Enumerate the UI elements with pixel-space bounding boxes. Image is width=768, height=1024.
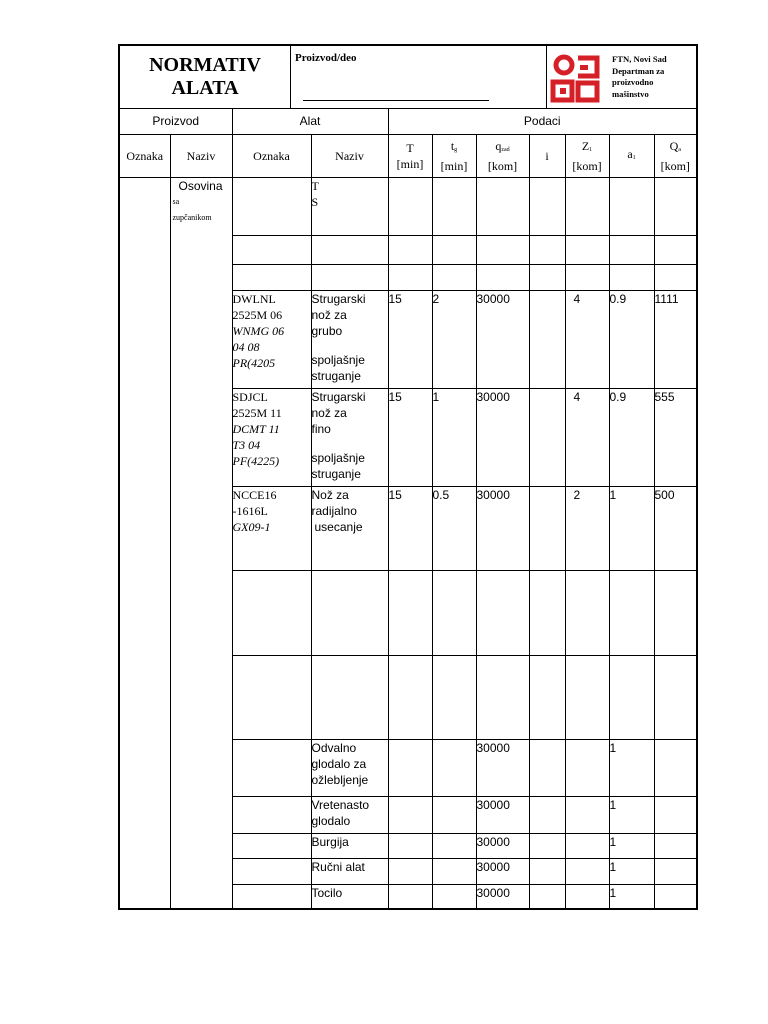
a-cell[interactable]: 1: [609, 796, 654, 833]
cell[interactable]: [609, 177, 654, 235]
tool-name-cell[interactable]: Tocilo: [311, 884, 388, 909]
cell[interactable]: [565, 264, 609, 290]
cell[interactable]: [232, 655, 311, 739]
cell[interactable]: [476, 570, 529, 655]
qa-cell[interactable]: 1111: [654, 290, 696, 388]
cell[interactable]: [432, 655, 476, 739]
a-cell[interactable]: 1: [609, 884, 654, 909]
q-cell[interactable]: 30000: [476, 388, 529, 486]
product-part-label: Proizvod/deo: [295, 52, 357, 64]
cell[interactable]: [232, 177, 311, 235]
tool-norm-table: [120, 108, 696, 910]
t-cell[interactable]: 15: [388, 486, 432, 570]
ftn-logo-icon: [550, 52, 600, 104]
cell[interactable]: [476, 655, 529, 739]
a-cell[interactable]: 1: [609, 858, 654, 884]
cell[interactable]: [311, 570, 388, 655]
i-cell[interactable]: [529, 833, 565, 858]
tool-code-cell[interactable]: SDJCL 2525M 11 DCMT 11 T3 04 PF(4225): [232, 388, 311, 486]
cell[interactable]: T S: [311, 177, 388, 235]
q-cell[interactable]: 30000: [476, 884, 529, 909]
cell[interactable]: [232, 570, 311, 655]
cell[interactable]: [432, 570, 476, 655]
cell[interactable]: [432, 177, 476, 235]
qa-cell[interactable]: 500: [654, 486, 696, 570]
cell[interactable]: [232, 264, 311, 290]
col-naziv: Naziv: [170, 134, 232, 177]
col-a1: a1: [609, 134, 654, 177]
product-part-underline: [303, 100, 489, 101]
tg-cell[interactable]: [432, 884, 476, 909]
organization-name: [612, 54, 667, 100]
col-qzad: qzad [kom]: [476, 134, 529, 177]
t-cell[interactable]: 15: [388, 388, 432, 486]
form-title: [120, 46, 291, 108]
i-cell[interactable]: [529, 796, 565, 833]
t-cell[interactable]: [388, 739, 432, 796]
cell[interactable]: [529, 177, 565, 235]
cell[interactable]: [232, 235, 311, 264]
cell[interactable]: [565, 655, 609, 739]
group-header-row: [120, 108, 696, 134]
tg-cell[interactable]: [432, 796, 476, 833]
cell[interactable]: [654, 177, 696, 235]
cell[interactable]: [311, 264, 388, 290]
z-cell[interactable]: 4: [565, 290, 609, 388]
cell[interactable]: [565, 177, 609, 235]
cell[interactable]: [388, 177, 432, 235]
tool-code-cell[interactable]: NCCE16 -1616L GX09-1: [232, 486, 311, 570]
title-line-1: NORMATIV: [149, 54, 261, 76]
cell[interactable]: [609, 264, 654, 290]
tool-name-cell[interactable]: Vretenasto glodalo: [311, 796, 388, 833]
cell[interactable]: [609, 570, 654, 655]
cell[interactable]: [311, 655, 388, 739]
z-cell[interactable]: [565, 739, 609, 796]
product-oznaka-cell[interactable]: [120, 177, 170, 909]
cell[interactable]: [609, 235, 654, 264]
cell[interactable]: [476, 264, 529, 290]
col-qa: Qa [kom]: [654, 134, 696, 177]
product-part-field[interactable]: [290, 46, 547, 108]
organization-block: [546, 46, 696, 108]
table-row: [120, 177, 696, 235]
qa-cell[interactable]: [654, 739, 696, 796]
product-name-2: sa: [172, 196, 180, 206]
i-cell[interactable]: [529, 858, 565, 884]
cell[interactable]: [476, 235, 529, 264]
col-tg: tg [min]: [432, 134, 476, 177]
cell[interactable]: [388, 570, 432, 655]
qa-cell[interactable]: [654, 833, 696, 858]
group-proizvod: Proizvod: [120, 108, 232, 134]
cell[interactable]: [432, 235, 476, 264]
tool-code-cell[interactable]: [232, 833, 311, 858]
title-line-2: ALATA: [171, 77, 239, 99]
product-naziv-cell[interactable]: [170, 177, 232, 909]
cell[interactable]: [565, 570, 609, 655]
tg-cell[interactable]: [432, 833, 476, 858]
tg-cell[interactable]: 0.5: [432, 486, 476, 570]
z-cell[interactable]: [565, 796, 609, 833]
q-cell[interactable]: 30000: [476, 833, 529, 858]
z-cell[interactable]: 4: [565, 388, 609, 486]
qa-cell[interactable]: [654, 884, 696, 909]
cell[interactable]: [529, 570, 565, 655]
a-cell[interactable]: 1: [609, 739, 654, 796]
tool-name-cell[interactable]: Burgija: [311, 833, 388, 858]
z-cell[interactable]: 2: [565, 486, 609, 570]
i-cell[interactable]: [529, 486, 565, 570]
org-line-3: proizvodno: [612, 77, 654, 87]
tool-name-cell[interactable]: Strugarski nož za grubo spoljašnje struganje: [311, 290, 388, 388]
t-cell[interactable]: [388, 858, 432, 884]
tool-code-cell[interactable]: [232, 739, 311, 796]
tool-code-cell[interactable]: DWLNL 2525M 06 WNMG 06 04 08 PR(4205: [232, 290, 311, 388]
group-podaci: Podaci: [388, 108, 696, 134]
tool-name-cell[interactable]: Strugarski nož za fino spoljašnje struganje: [311, 388, 388, 486]
col-oznaka: Oznaka: [120, 134, 170, 177]
col-t: T [min]: [388, 134, 432, 177]
col-alat-naziv: Naziv: [311, 134, 388, 177]
form-header: [120, 46, 696, 109]
qa-cell[interactable]: [654, 796, 696, 833]
qa-cell[interactable]: [654, 858, 696, 884]
qa-cell[interactable]: 555: [654, 388, 696, 486]
cell[interactable]: [529, 655, 565, 739]
a-cell[interactable]: 1: [609, 833, 654, 858]
a-cell[interactable]: 0.9: [609, 388, 654, 486]
q-cell[interactable]: 30000: [476, 290, 529, 388]
cell[interactable]: [311, 235, 388, 264]
cell[interactable]: [529, 235, 565, 264]
tg-cell[interactable]: 1: [432, 388, 476, 486]
org-line-4: mašinstvo: [612, 88, 649, 99]
org-line-1: FTN, Novi Sad: [612, 54, 667, 64]
tool-name-cell[interactable]: Ručni alat: [311, 858, 388, 884]
tool-code-cell[interactable]: [232, 796, 311, 833]
product-name-3: zupčanikom: [172, 212, 212, 222]
a-cell[interactable]: 0.9: [609, 290, 654, 388]
tg-cell[interactable]: 2: [432, 290, 476, 388]
i-cell[interactable]: [529, 884, 565, 909]
col-alat-oznaka: Oznaka: [232, 134, 311, 177]
a-cell[interactable]: 1: [609, 486, 654, 570]
cell[interactable]: [388, 655, 432, 739]
tool-code-cell[interactable]: [232, 884, 311, 909]
z-cell[interactable]: [565, 833, 609, 858]
cell[interactable]: [565, 235, 609, 264]
org-line-2: Departman za: [612, 65, 665, 76]
col-z1: Z1 [kom]: [565, 134, 609, 177]
cell[interactable]: [476, 177, 529, 235]
cell[interactable]: [654, 570, 696, 655]
tool-name-cell[interactable]: Nož za radijalno usecanje: [311, 486, 388, 570]
q-cell[interactable]: 30000: [476, 796, 529, 833]
cell[interactable]: [654, 264, 696, 290]
z-cell[interactable]: [565, 884, 609, 909]
cell[interactable]: [654, 655, 696, 739]
col-i: i: [529, 134, 565, 177]
column-header-row: [120, 134, 696, 177]
tg-cell[interactable]: [432, 858, 476, 884]
i-cell[interactable]: [529, 739, 565, 796]
q-cell[interactable]: 30000: [476, 858, 529, 884]
i-cell[interactable]: [529, 290, 565, 388]
cell[interactable]: [529, 264, 565, 290]
t-cell[interactable]: [388, 833, 432, 858]
q-cell[interactable]: 30000: [476, 739, 529, 796]
group-alat: Alat: [232, 108, 388, 134]
t-cell[interactable]: 15: [388, 290, 432, 388]
cell[interactable]: [432, 264, 476, 290]
cell[interactable]: [388, 264, 432, 290]
t-cell[interactable]: [388, 884, 432, 909]
t-cell[interactable]: [388, 796, 432, 833]
product-name: Osovina: [178, 178, 223, 193]
tool-norm-form: [118, 44, 698, 910]
i-cell[interactable]: [529, 388, 565, 486]
cell[interactable]: [388, 235, 432, 264]
q-cell[interactable]: 30000: [476, 486, 529, 570]
cell[interactable]: [609, 655, 654, 739]
z-cell[interactable]: [565, 858, 609, 884]
tool-name-cell[interactable]: Odvalno glodalo za ožlebljenje: [311, 739, 388, 796]
tool-code-cell[interactable]: [232, 858, 311, 884]
cell[interactable]: [654, 235, 696, 264]
tg-cell[interactable]: [432, 739, 476, 796]
